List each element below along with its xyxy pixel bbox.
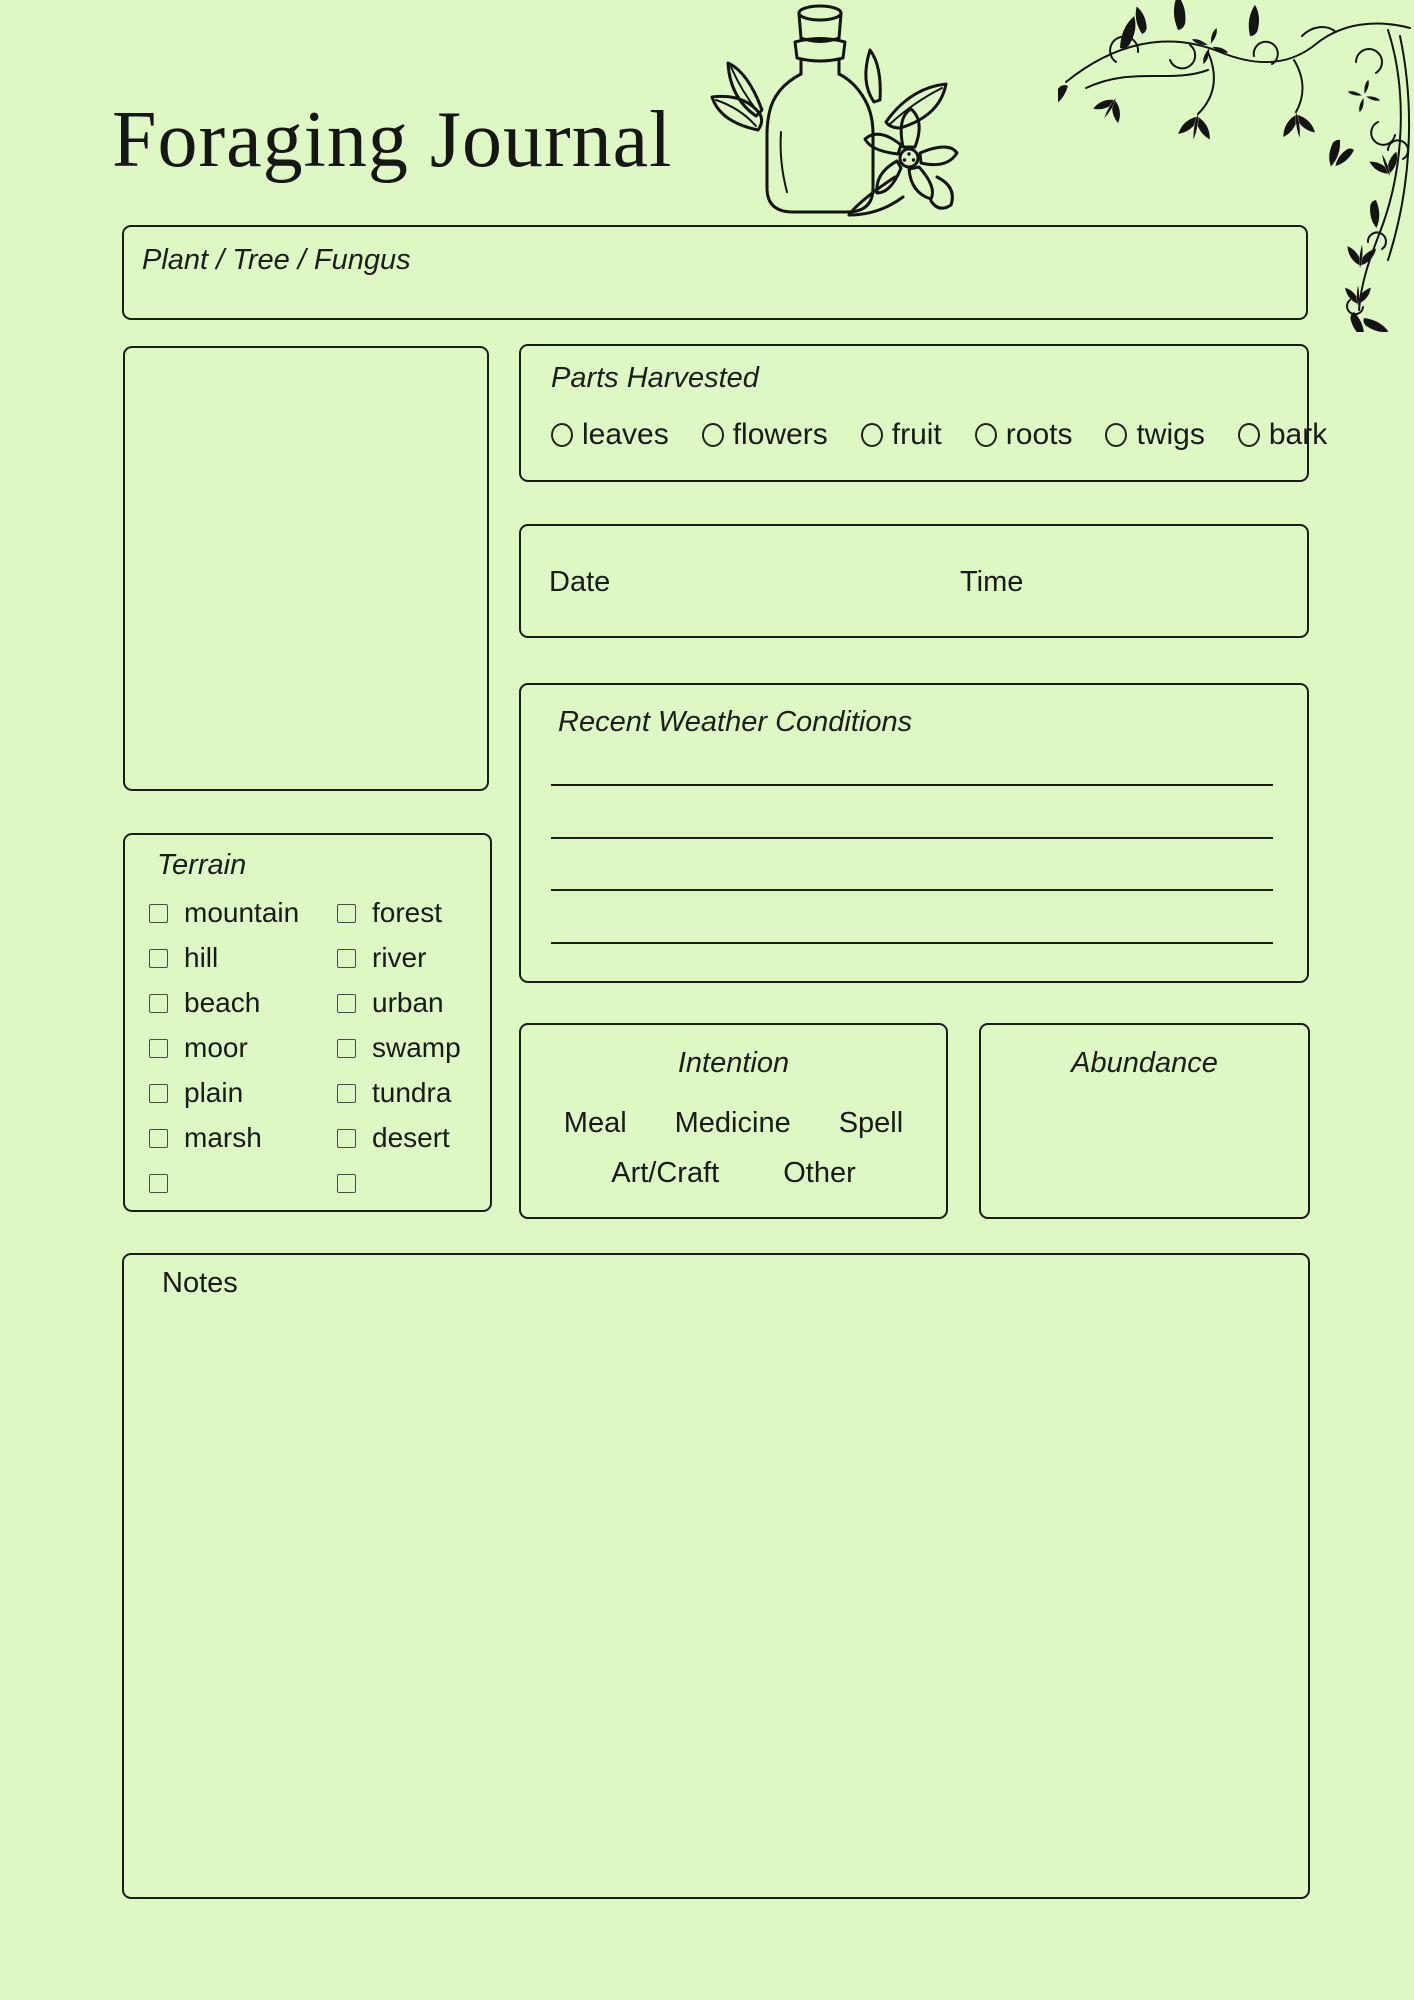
terrain-option-label: swamp — [372, 1032, 461, 1063]
terrain-checkbox[interactable] — [337, 994, 356, 1013]
abundance-box[interactable] — [979, 1023, 1310, 1219]
notes-box[interactable] — [122, 1253, 1310, 1899]
terrain-checkbox[interactable] — [149, 1084, 168, 1103]
radio-label: roots — [1005, 418, 1073, 451]
terrain-checkbox[interactable] — [337, 949, 356, 968]
radio-label: bark — [1268, 418, 1328, 451]
terrain-option-label: plain — [184, 1077, 244, 1108]
oil-bottle-illustration-icon — [698, 0, 964, 232]
terrain-left-column — [149, 899, 299, 1197]
terrain-option-row — [337, 1169, 461, 1197]
parts-option — [551, 418, 669, 452]
terrain-option-label: hill — [184, 942, 219, 973]
radio-label: twigs — [1136, 418, 1205, 451]
plant-name-box[interactable] — [122, 225, 1308, 320]
terrain-option-row — [337, 989, 461, 1017]
terrain-option-row — [149, 944, 299, 972]
intention-box — [519, 1023, 948, 1219]
terrain-checkbox[interactable] — [337, 1174, 356, 1193]
notes-title: Notes — [162, 1267, 238, 1299]
terrain-checkbox[interactable] — [337, 1039, 356, 1058]
terrain-option-row — [337, 1079, 461, 1107]
intention-options-row-2 — [521, 1157, 946, 1190]
terrain-option-row — [337, 1034, 461, 1062]
writing-line[interactable] — [551, 837, 1273, 839]
terrain-option-label: tundra — [372, 1077, 452, 1108]
weather-conditions-box — [519, 683, 1309, 983]
intention-option[interactable]: Spell — [838, 1107, 904, 1139]
terrain-right-column — [337, 899, 461, 1197]
parts-option — [975, 418, 1073, 452]
page-title: Foraging Journal — [112, 96, 673, 184]
intention-options-row-1 — [521, 1107, 946, 1140]
radio-label: flowers — [732, 418, 828, 451]
terrain-option-row — [149, 1079, 299, 1107]
radio-button[interactable] — [702, 423, 724, 447]
terrain-option-label: beach — [184, 987, 261, 1018]
terrain-option-label: marsh — [184, 1122, 262, 1153]
terrain-checkbox[interactable] — [337, 1084, 356, 1103]
terrain-option-row — [337, 944, 461, 972]
terrain-option-label: forest — [372, 897, 443, 928]
terrain-option-row — [337, 899, 461, 927]
terrain-checkbox[interactable] — [149, 904, 168, 923]
terrain-title: Terrain — [157, 849, 247, 881]
terrain-option-row — [149, 1124, 299, 1152]
terrain-option-label: desert — [372, 1122, 450, 1153]
specimen-sketch-box — [123, 346, 489, 791]
parts-option — [1105, 418, 1204, 452]
parts-option — [1238, 418, 1327, 452]
intention-option[interactable]: Other — [783, 1157, 856, 1189]
terrain-checkbox[interactable] — [149, 1174, 168, 1193]
terrain-option-label: moor — [184, 1032, 248, 1063]
terrain-option-row — [149, 1169, 299, 1197]
date-time-box[interactable] — [519, 524, 1309, 638]
terrain-checkbox[interactable] — [149, 1039, 168, 1058]
weather-title: Recent Weather Conditions — [558, 706, 913, 738]
terrain-option-row — [149, 899, 299, 927]
intention-option[interactable]: Art/Craft — [611, 1157, 720, 1189]
parts-harvested-title: Parts Harvested — [551, 362, 759, 394]
writing-line[interactable] — [551, 784, 1273, 786]
terrain-option-label: urban — [372, 987, 444, 1018]
parts-option — [861, 418, 942, 452]
intention-option[interactable]: Meal — [563, 1107, 627, 1139]
radio-button[interactable] — [1238, 423, 1260, 447]
terrain-checkbox[interactable] — [149, 994, 168, 1013]
weather-writing-lines — [551, 784, 1273, 994]
terrain-option-row — [149, 1034, 299, 1062]
parts-option — [702, 418, 828, 452]
terrain-checkbox[interactable] — [337, 904, 356, 923]
radio-button[interactable] — [861, 423, 883, 447]
plant-box-label: Plant / Tree / Fungus — [142, 244, 411, 276]
terrain-option-label: mountain — [184, 897, 300, 928]
terrain-checkbox[interactable] — [337, 1129, 356, 1148]
writing-line[interactable] — [551, 942, 1273, 944]
radio-label: leaves — [582, 418, 669, 451]
radio-button[interactable] — [975, 423, 997, 447]
terrain-checkbox[interactable] — [149, 1129, 168, 1148]
time-label: Time — [960, 566, 1024, 598]
intention-option[interactable]: Medicine — [674, 1107, 791, 1139]
terrain-option-row — [149, 989, 299, 1017]
radio-button[interactable] — [551, 423, 573, 447]
parts-harvested-box — [519, 344, 1328, 482]
writing-line[interactable] — [551, 889, 1273, 891]
terrain-option-label: river — [372, 942, 427, 973]
abundance-title: Abundance — [1071, 1047, 1218, 1079]
terrain-option-row — [337, 1124, 461, 1152]
radio-label: fruit — [891, 418, 942, 451]
terrain-checkbox[interactable] — [149, 949, 168, 968]
radio-button[interactable] — [1105, 423, 1127, 447]
date-label: Date — [549, 566, 611, 598]
parts-harvested-options — [551, 418, 1328, 452]
terrain-box — [123, 833, 492, 1212]
intention-title: Intention — [677, 1047, 790, 1079]
